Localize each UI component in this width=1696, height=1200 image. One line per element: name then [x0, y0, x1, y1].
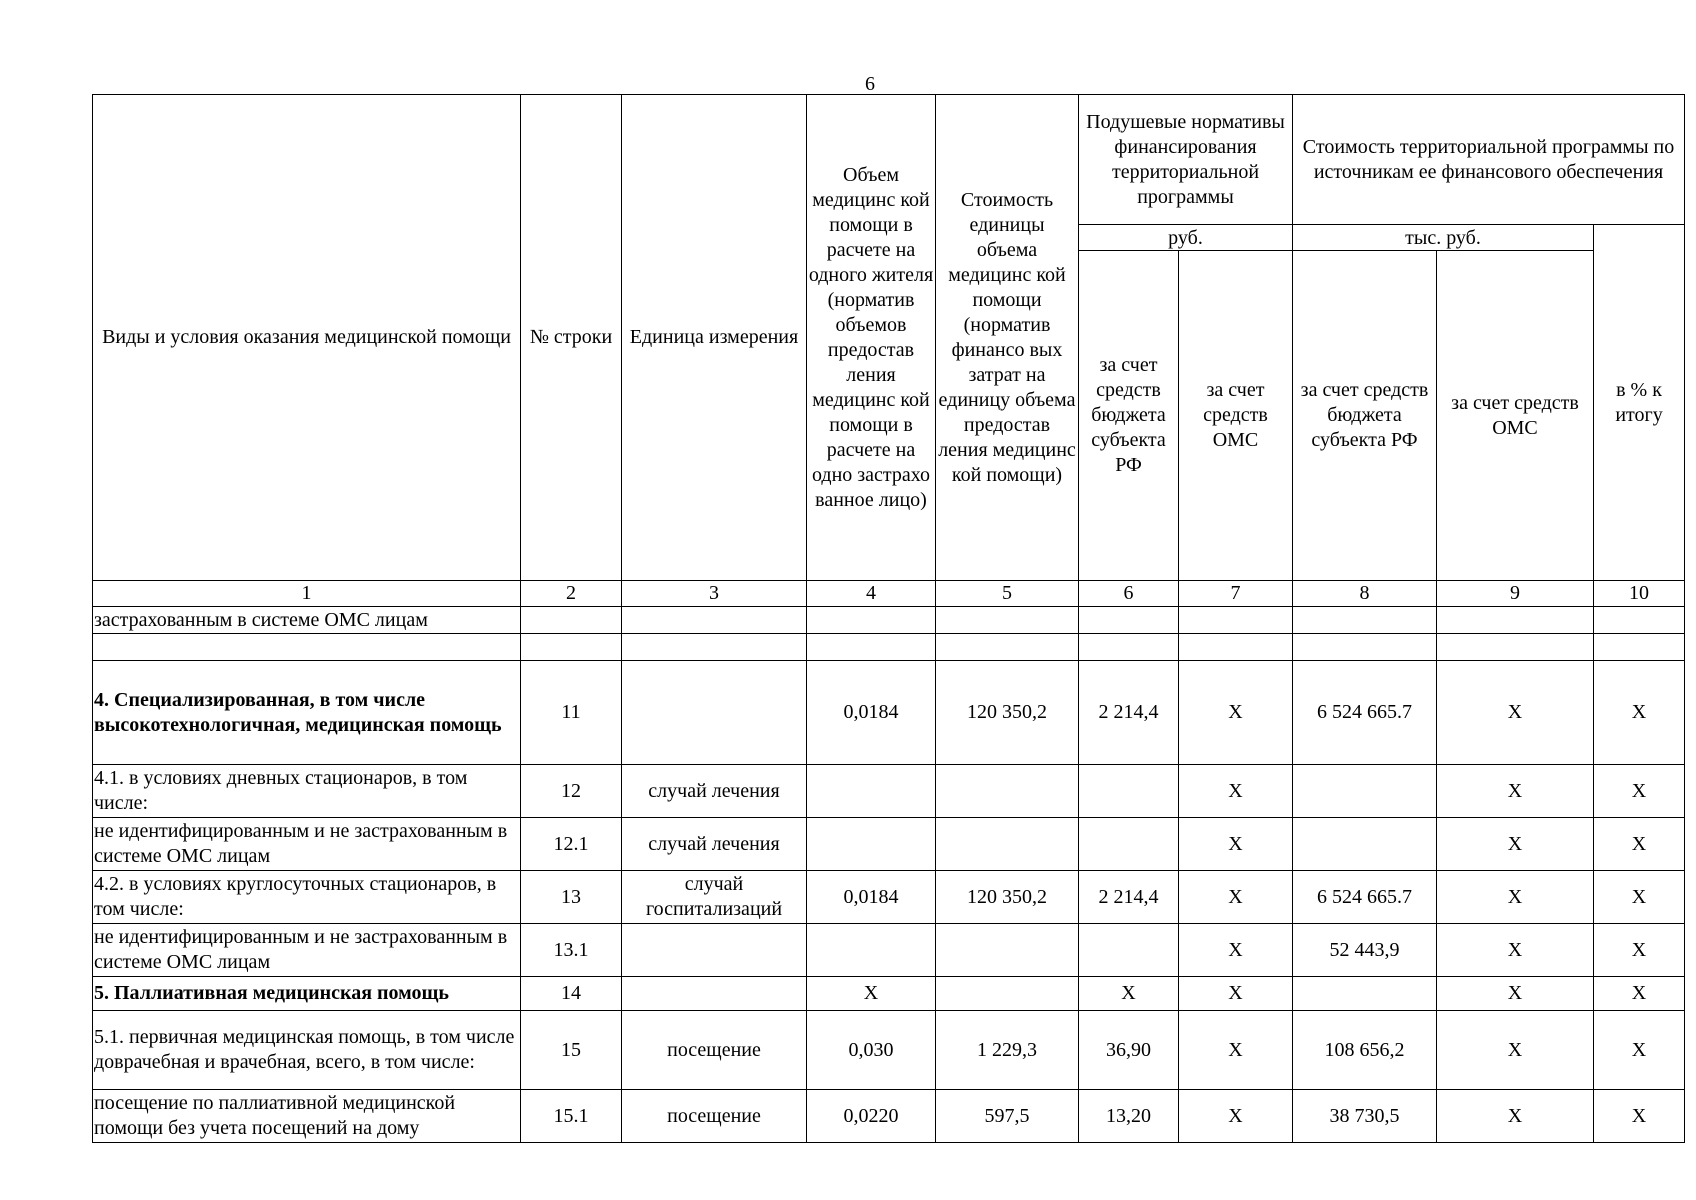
cell-budget-per-capita: [1079, 818, 1179, 871]
cell-unit: посещение: [622, 1090, 807, 1143]
cell-budget-per-capita: 2 214,4: [1079, 661, 1179, 765]
table-row: [93, 765, 1685, 818]
cell-unit-cost: [936, 818, 1079, 871]
cell-unit-cost: [936, 765, 1079, 818]
cell-kind: посещение по паллиативной медицинской помощи без учета посещений на дому: [93, 1090, 521, 1143]
column-number: 3: [622, 581, 807, 607]
cell-oms-cost: Х: [1437, 765, 1594, 818]
cell-budget-cost: 52 443,9: [1293, 924, 1437, 977]
cell-row-number: 14: [521, 977, 622, 1011]
header-unit: Единица измерения: [622, 95, 807, 581]
page-number: 6: [865, 73, 875, 95]
cell-budget-per-capita: [1079, 924, 1179, 977]
table-row: [93, 661, 1685, 765]
cell-row-number: 12: [521, 765, 622, 818]
cell-unit: случай госпитализаций: [622, 871, 807, 924]
cell-percent: [1594, 634, 1685, 661]
cell-oms-cost: Х: [1437, 1011, 1594, 1090]
table-row: [93, 1011, 1685, 1090]
table-row: [93, 1090, 1685, 1143]
cell-kind: [93, 634, 521, 661]
cell-budget-cost: [1293, 607, 1437, 634]
cell-budget-per-capita: 13,20: [1079, 1090, 1179, 1143]
cell-volume: 0,030: [807, 1011, 936, 1090]
cell-percent: [1594, 607, 1685, 634]
column-number: 6: [1079, 581, 1179, 607]
table-row: [93, 871, 1685, 924]
table-row: [93, 607, 1685, 634]
column-number: 7: [1179, 581, 1293, 607]
cell-oms-per-capita: Х: [1179, 977, 1293, 1011]
cell-budget-per-capita: 2 214,4: [1079, 871, 1179, 924]
column-number-row: [93, 581, 1685, 607]
cell-volume: Х: [807, 977, 936, 1011]
header-kinds: Виды и условия оказания медицинской помощи: [93, 95, 521, 581]
cell-unit: [622, 977, 807, 1011]
cell-row-number: 12.1: [521, 818, 622, 871]
cell-budget-cost: 6 524 665.7: [1293, 871, 1437, 924]
cell-unit: [622, 924, 807, 977]
column-number: 5: [936, 581, 1079, 607]
cell-budget-cost: 6 524 665.7: [1293, 661, 1437, 765]
cell-volume: 0,0184: [807, 661, 936, 765]
header-oms-cost: за счет средств ОМС: [1437, 251, 1594, 581]
cell-oms-cost: Х: [1437, 977, 1594, 1011]
cell-unit-cost: 597,5: [936, 1090, 1079, 1143]
cell-unit: случай лечения: [622, 765, 807, 818]
cell-unit: [622, 634, 807, 661]
cell-unit: [622, 607, 807, 634]
header-budget-per-capita: за счет средств бюджета субъекта РФ: [1079, 251, 1179, 581]
cell-percent: Х: [1594, 977, 1685, 1011]
cell-row-number: 13.1: [521, 924, 622, 977]
cell-oms-per-capita: [1179, 634, 1293, 661]
column-number: 1: [93, 581, 521, 607]
cell-kind: застрахованным в системе ОМС лицам: [93, 607, 521, 634]
cell-oms-per-capita: Х: [1179, 818, 1293, 871]
column-number: 9: [1437, 581, 1594, 607]
header-volume: Объем медицинс кой помощи в расчете на одного жителя (норматив объемов предостав ления медицинс кой помощи в расчете на одно застрахо ванное лицо): [807, 95, 936, 581]
header-per-capita-unit: руб.: [1079, 225, 1293, 251]
header-unit-cost: Стоимость единицы объема медицинс кой помощи (норматив финансо вых затрат на единицу объема предостав ления медицинс кой помощи): [936, 95, 1079, 581]
cell-volume: 0,0184: [807, 871, 936, 924]
header-budget-cost: за счет средств бюджета субъекта РФ: [1293, 251, 1437, 581]
cell-kind: 5.1. первичная медицинская помощь, в том числе доврачебная и врачебная, всего, в том числе:: [93, 1011, 521, 1090]
cell-budget-cost: [1293, 818, 1437, 871]
cell-oms-per-capita: Х: [1179, 1090, 1293, 1143]
cell-volume: 0,0220: [807, 1090, 936, 1143]
cell-percent: Х: [1594, 924, 1685, 977]
cell-percent: Х: [1594, 661, 1685, 765]
cell-unit-cost: 120 350,2: [936, 871, 1079, 924]
cell-oms-cost: Х: [1437, 661, 1594, 765]
cell-budget-cost: [1293, 765, 1437, 818]
cell-percent: Х: [1594, 1090, 1685, 1143]
cell-unit-cost: [936, 607, 1079, 634]
cell-kind: 4.1. в условиях дневных стационаров, в том числе:: [93, 765, 521, 818]
cell-kind: 4. Специализированная, в том числе высокотехнологичная, медицинская помощь: [93, 661, 521, 765]
cell-row-number: [521, 607, 622, 634]
header-cost-unit: тыс. руб.: [1293, 225, 1594, 251]
cell-oms-per-capita: [1179, 607, 1293, 634]
cell-oms-cost: Х: [1437, 818, 1594, 871]
cell-oms-per-capita: Х: [1179, 1011, 1293, 1090]
financing-table: [92, 94, 1685, 1143]
cell-row-number: 11: [521, 661, 622, 765]
cell-oms-cost: Х: [1437, 1090, 1594, 1143]
cell-budget-cost: [1293, 634, 1437, 661]
cell-row-number: 15: [521, 1011, 622, 1090]
cell-budget-per-capita: 36,90: [1079, 1011, 1179, 1090]
cell-unit-cost: 120 350,2: [936, 661, 1079, 765]
cell-budget-per-capita: [1079, 607, 1179, 634]
cell-kind: 4.2. в условиях круглосуточных стационаров, в том числе:: [93, 871, 521, 924]
cell-volume: [807, 924, 936, 977]
cell-unit-cost: 1 229,3: [936, 1011, 1079, 1090]
cell-kind: не идентифицированным и не застрахованным в системе ОМС лицам: [93, 924, 521, 977]
table-row: [93, 977, 1685, 1011]
cell-percent: Х: [1594, 818, 1685, 871]
cell-kind: 5. Паллиативная медицинская помощь: [93, 977, 521, 1011]
cell-volume: [807, 765, 936, 818]
cell-unit-cost: [936, 634, 1079, 661]
cell-oms-per-capita: Х: [1179, 871, 1293, 924]
cell-budget-cost: 38 730,5: [1293, 1090, 1437, 1143]
cell-kind: не идентифицированным и не застрахованным в системе ОМС лицам: [93, 818, 521, 871]
cell-unit: [622, 661, 807, 765]
table-row: [93, 924, 1685, 977]
cell-row-number: 13: [521, 871, 622, 924]
cell-unit-cost: [936, 924, 1079, 977]
header-per-capita-group: Подушевые нормативы финансирования территориальной программы: [1079, 95, 1293, 225]
cell-volume: [807, 607, 936, 634]
column-number: 8: [1293, 581, 1437, 607]
cell-oms-per-capita: Х: [1179, 924, 1293, 977]
cell-percent: Х: [1594, 1011, 1685, 1090]
table-row: [93, 634, 1685, 661]
cell-volume: [807, 634, 936, 661]
cell-volume: [807, 818, 936, 871]
cell-row-number: 15.1: [521, 1090, 622, 1143]
cell-unit: посещение: [622, 1011, 807, 1090]
cell-budget-per-capita: [1079, 634, 1179, 661]
cell-oms-cost: Х: [1437, 924, 1594, 977]
cell-oms-cost: [1437, 607, 1594, 634]
cell-unit: случай лечения: [622, 818, 807, 871]
column-number: 10: [1594, 581, 1685, 607]
header-cost-group: Стоимость территориальной программы по источникам ее финансового обеспечения: [1293, 95, 1685, 225]
cell-row-number: [521, 634, 622, 661]
column-number: 2: [521, 581, 622, 607]
cell-unit-cost: [936, 977, 1079, 1011]
header-row-number: № строки: [521, 95, 622, 581]
cell-budget-cost: [1293, 977, 1437, 1011]
header-percent: в % к итогу: [1594, 225, 1685, 581]
cell-oms-cost: [1437, 634, 1594, 661]
column-number: 4: [807, 581, 936, 607]
cell-oms-cost: Х: [1437, 871, 1594, 924]
cell-budget-per-capita: Х: [1079, 977, 1179, 1011]
cell-budget-per-capita: [1079, 765, 1179, 818]
cell-oms-per-capita: Х: [1179, 661, 1293, 765]
cell-percent: Х: [1594, 871, 1685, 924]
cell-oms-per-capita: Х: [1179, 765, 1293, 818]
cell-budget-cost: 108 656,2: [1293, 1011, 1437, 1090]
header-oms-per-capita: за счет средств ОМС: [1179, 251, 1293, 581]
cell-percent: Х: [1594, 765, 1685, 818]
table-row: [93, 818, 1685, 871]
